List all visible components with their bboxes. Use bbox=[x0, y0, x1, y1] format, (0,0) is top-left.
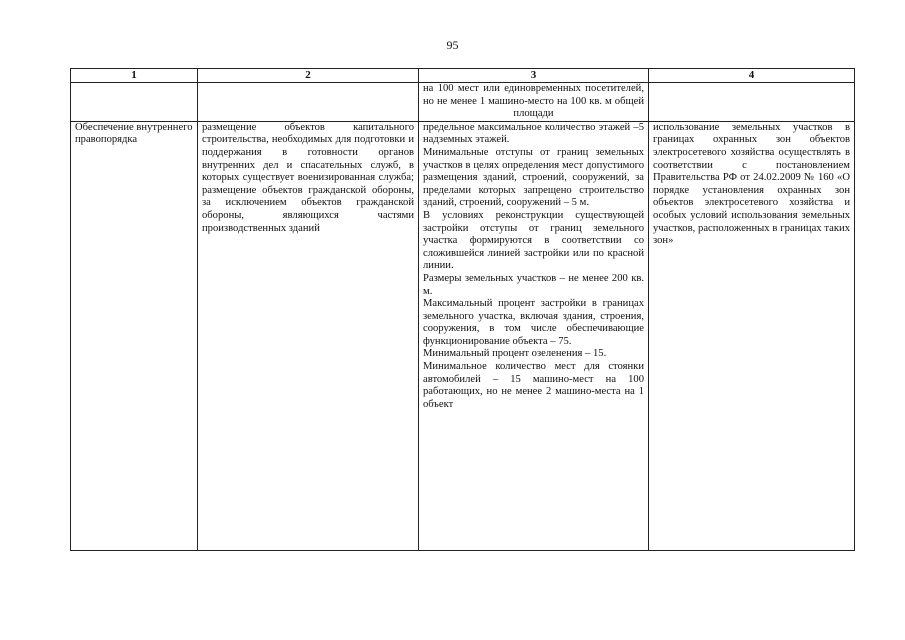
page-number: 95 bbox=[446, 38, 459, 52]
table-header-row bbox=[71, 69, 855, 83]
cell-continued-4 bbox=[649, 83, 855, 122]
parameter-line: предельное максимальное количество этажей –5 надземных этажей. bbox=[423, 121, 644, 146]
header-col-4: 4 bbox=[649, 69, 855, 83]
parameter-line: Минимальный процент озеленения – 15. bbox=[423, 348, 607, 360]
table-row bbox=[71, 121, 855, 550]
header-col-1: 1 bbox=[71, 69, 198, 83]
cell-use-type: Обеспечение внутреннего правопорядка bbox=[71, 121, 198, 550]
parameter-line: Минимальное количество мест для стоянки автомобилей – 15 машино-мест на 100 работающих, но не менее 2 машино-места на 1 объект bbox=[423, 361, 644, 410]
parameter-line: Размеры земельных участков – не менее 200 кв. м. bbox=[423, 272, 644, 297]
table-row-continued bbox=[71, 83, 855, 122]
cell-continued-2 bbox=[198, 83, 419, 122]
cell-parameters bbox=[419, 121, 649, 550]
cell-continued-3: на 100 мест или единовременных посетителей, но не менее 1 машино-место на 100 кв. м общей площади bbox=[419, 83, 649, 122]
cell-use-description: размещение объектов капитального строительства, необходимых для подготовки и поддержания в готовности органов внутренних дел и спасательных служб, в которых существует военизированная служба; размещение объектов гражданской обороны, за исключением объектов гражданской обороны, являющихся частями производственных зданий bbox=[198, 121, 419, 550]
regulations-table bbox=[70, 68, 855, 551]
header-col-3: 3 bbox=[419, 69, 649, 83]
parameter-line: Минимальные отступы от границ земельных участков в целях определения мест допустимого размещения зданий, строений, сооружений, за пределами которых запрещено строительство зданий, строений, сооружений – 5 м. bbox=[423, 146, 644, 209]
header-col-2: 2 bbox=[198, 69, 419, 83]
parameter-line: В условиях реконструкции существующей застройки отступы от границ земельного участка формируются в соответствии со сложившейся линией застройки или по красной линии. bbox=[423, 209, 644, 272]
cell-restrictions: использование земельных участков в границах охранных зон объектов электросетевого хозяйства осуществлять в соответствии с постановлением Правительства РФ от 24.02.2009 № 160 «О порядке установления охранных зон объектов электросетевого хозяйства и особых условий использования земельных участков, расположенных в границах таких зон» bbox=[649, 121, 855, 550]
parameter-line: Максимальный процент застройки в границах земельного участка, включая здания, строения, сооружения, в том числе обеспечивающие функционирование объекта – 75. bbox=[423, 298, 644, 347]
cell-continued-1 bbox=[71, 83, 198, 122]
